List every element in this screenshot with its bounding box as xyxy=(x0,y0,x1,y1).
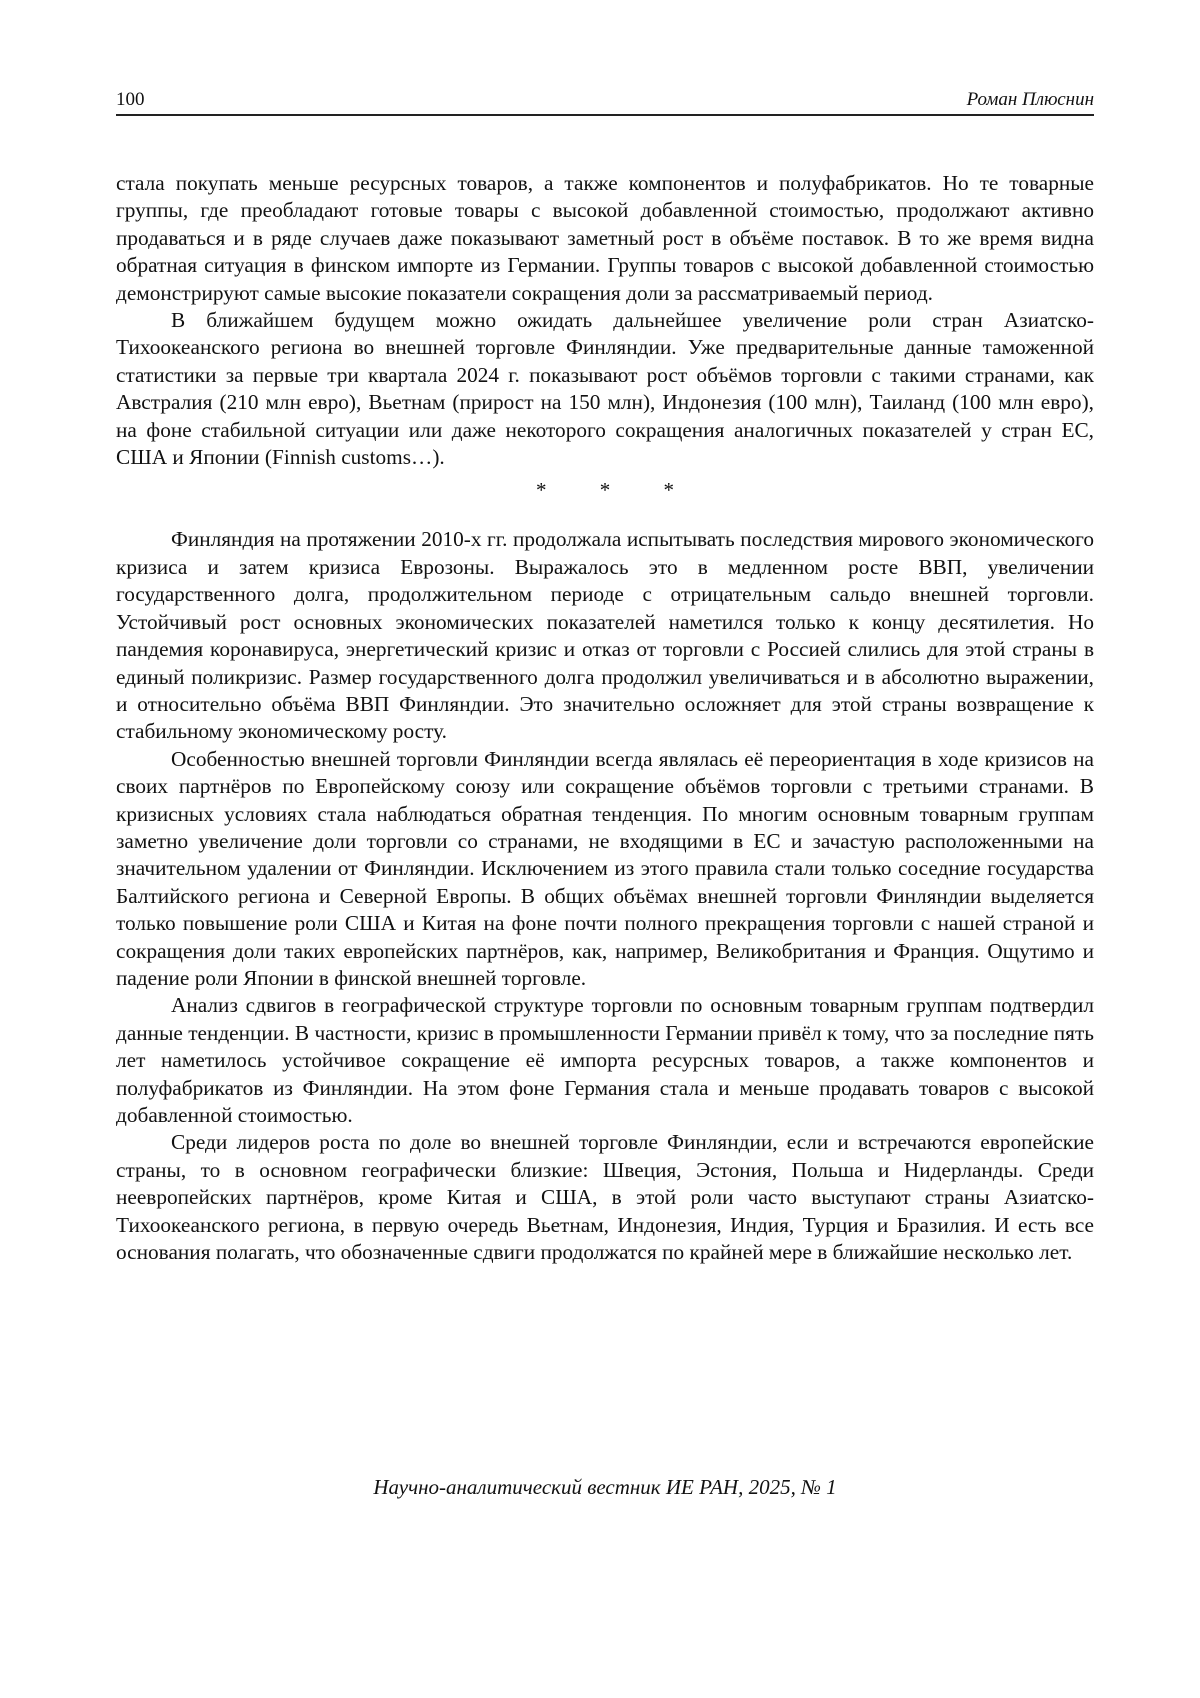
asterisk: * xyxy=(599,478,611,503)
running-header xyxy=(116,84,1094,116)
paragraph: В ближайшем будущем можно ожидать дальнейшее увеличение роли стран Азиатско-Тихоокеанского региона во внешней торговле Финляндии. Уже предварительные данные таможенной статистики за первые три квартала 2024 г. показывают рост объёмов торговли с такими странами, как Австралия (210 млн евро), Вьетнам (прирост на 150 млн), Индонезия (100 млн), Таиланд (100 млн евро), на фоне стабильной ситуации или даже некоторого сокращения аналогичных показателей у стран ЕС, США и Японии (Finnish customs…). xyxy=(116,308,1094,470)
page-number: 100 xyxy=(116,89,145,110)
paragraph: Анализ сдвигов в географической структуре торговли по основным товарным группам подтвердил данные тенденции. В частности, кризис в промышленности Германии привёл к тому, что за последние пять лет наметилось устойчивое сокращение её импорта ресурсных товаров, а также компонентов и полуфабрикатов из Финляндии. На этом фоне Германия стала и меньше продавать товаров с высокой добавленной стоимостью. xyxy=(116,993,1094,1127)
journal-footer: Научно-аналитический вестник ИЕ РАН, 2025, № 1 xyxy=(373,1475,837,1499)
paragraph: Финляндия на протяжении 2010-х гг. продолжала испытывать последствия мирового экономического кризиса и затем кризиса Еврозоны. Выражалось это в медленном росте ВВП, увеличении государственного долга, продолжительном периоде с отрицательным сальдо внешней торговли. Устойчивый рост основных экономических показателей наметился только к концу десятилетия. Но пандемия коронавируса, энергетический кризис и отказ от торговли с Россией слились для этой страны в единый поликризис. Размер государственного долга продолжил увеличиваться и в абсолютно выражении, и относительно объёма ВВП Финляндии. Это значительно осложняет для этой страны возвращение к стабильному экономическому росту. xyxy=(116,527,1094,744)
section-separator xyxy=(116,477,1094,504)
paragraph: Среди лидеров роста по доле во внешней торговле Финляндии, если и встречаются европейские страны, то в основном географически близкие: Швеция, Эстония, Польша и Нидерланды. Среди неевропейских партнёров, кроме Китая и США, в этой роли часто выступают страны Азиатско-Тихоокеанского региона, в первую очередь Вьетнам, Индонезия, Индия, Турция и Бразилия. И есть все основания полагать, что обозначенные сдвиги продолжатся по крайней мере в ближайшие несколько лет. xyxy=(116,1130,1094,1265)
author-name: Роман Плюснин xyxy=(966,89,1094,110)
asterisk: * xyxy=(663,478,674,503)
article-body xyxy=(116,170,1094,1266)
paragraph: Особенностью внешней торговли Финляндии всегда являлась её переориентация в ходе кризисов на своих партнёров по Европейскому союзу или сокращение объёмов торговли с третьими странами. В кризисных условиях стала наблюдаться обратная тенденция. По многим основным товарным группам заметно увеличение доли торговли со странами, не входящими в ЕС и зачастую расположенными на значительном удалении от Финляндии. Исключением из этого правила стали только соседние государства Балтийского региона и Северной Европы. В общих объёмах внешней торговли Финляндии выделяется только повышение роли США и Китая на фоне почти полного прекращения торговли с нашей страной и сокращения доли таких европейских партнёров, как, например, Великобритания и Франция. Ощутимо и падение роли Японии в финской внешней торговле. xyxy=(116,746,1094,990)
asterisk: * xyxy=(536,478,547,503)
paragraph-continued: стала покупать меньше ресурсных товаров, а также компонентов и полуфабрикатов. Но те товарные группы, где преобладают готовые товары с высокой добавленной стоимостью, продолжают активно продаваться и в ряде случаев даже показывают заметный рост в объёме поставок. В то же время видна обратная ситуация в финском импорте из Германии. Группы товаров с высокой добавленной стоимостью демонстрируют самые высокие показатели сокращения доли за рассматриваемый период. xyxy=(116,171,1094,305)
